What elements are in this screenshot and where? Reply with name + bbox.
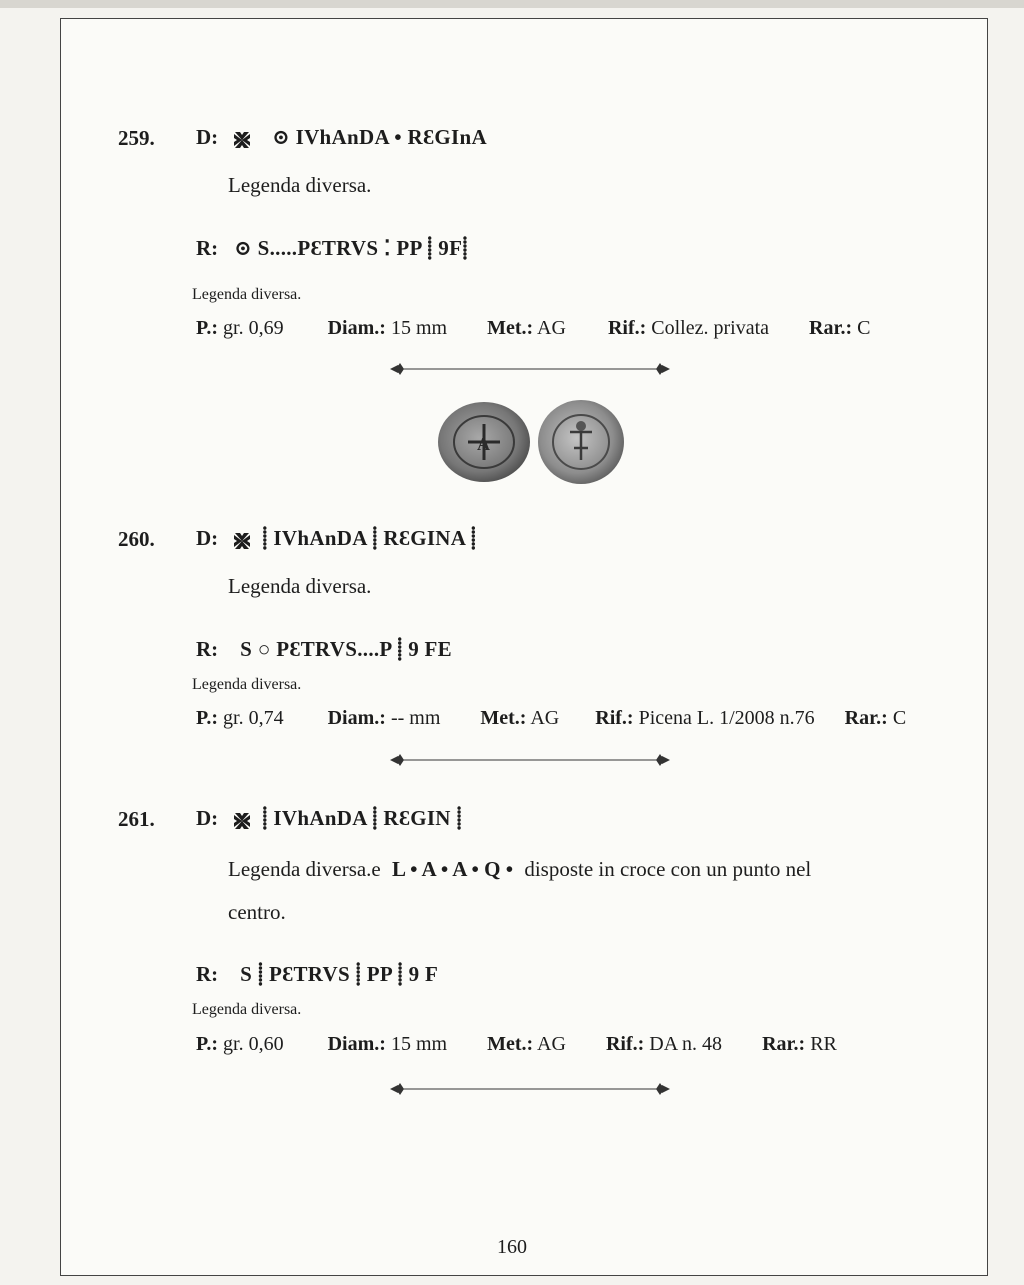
reference-value: DA n. 48: [649, 1033, 723, 1055]
fleuron-divider-icon: [388, 362, 672, 376]
reverse-legend-line: [196, 635, 452, 663]
reverse-note: Legenda diversa.: [192, 676, 302, 693]
diameter-value: 15 mm: [390, 317, 448, 339]
obverse-label: D:: [196, 806, 219, 830]
rarity-label: Rar.:: [762, 1033, 806, 1055]
reverse-legend: ⊙ S.....PƐTRVS ⁚ PP ⸽ 9F⸽: [234, 236, 468, 260]
obverse-note: [228, 857, 811, 882]
reference-label: Rif.:: [595, 707, 634, 729]
weight-value: gr. 0,60: [223, 1033, 284, 1055]
rarity-label: Rar.:: [809, 317, 853, 339]
weight-value: gr. 0,74: [223, 707, 284, 729]
coin-photo-obverse: [436, 400, 532, 484]
reverse-label: R:: [196, 637, 219, 661]
metal-value: AG: [537, 317, 566, 339]
weight-value: gr. 0,69: [223, 317, 284, 339]
diameter-label: Diam.:: [327, 707, 386, 729]
diameter-label: Diam.:: [327, 317, 386, 339]
fleuron-divider-icon: [388, 753, 672, 767]
reverse-note: Legenda diversa.: [192, 286, 302, 303]
obverse-note-line2: centro.: [228, 900, 286, 924]
cross-pattee-icon: [230, 129, 254, 151]
obverse-legend-line: [196, 524, 476, 552]
coin-photo-reverse: [536, 398, 626, 486]
cross-pattee-icon: [230, 530, 254, 552]
reverse-legend-line: [196, 960, 438, 988]
reverse-legend-line: [196, 234, 468, 262]
diameter-value: 15 mm: [390, 1033, 448, 1055]
obverse-legend-line: [196, 804, 462, 832]
coin-specs: [196, 1033, 837, 1056]
coin-specs: [196, 707, 906, 730]
svg-text:A: A: [477, 434, 490, 454]
obverse-legend: ⸽ IVhAnDA ⸽ RƐGINA ⸽: [262, 526, 477, 550]
entry-number: 260.: [118, 527, 155, 551]
reference-value: Picena L. 1/2008 n.76: [638, 707, 815, 729]
weight-label: P.:: [196, 707, 219, 729]
obverse-note-start: Legenda diversa.e: [228, 857, 381, 881]
obverse-note-end: disposte in croce con un punto nel: [524, 857, 812, 881]
reference-label: Rif.:: [607, 317, 647, 339]
rarity-value: C: [857, 317, 871, 339]
reference-value: Collez. privata: [651, 317, 769, 339]
reverse-legend: S ⸽ PƐTRVS ⸽ PP ⸽ 9 F: [240, 962, 439, 986]
obverse-legend: ⊙ IVhAnDA • RƐGInA: [272, 125, 487, 149]
entry-number: 261.: [118, 807, 155, 831]
reference-label: Rif.:: [605, 1033, 645, 1055]
reverse-legend: S ○ PƐTRVS....P ⸽ 9 FE: [240, 637, 452, 661]
scan-edge: [0, 0, 1024, 8]
metal-label: Met.:: [487, 1033, 534, 1055]
rarity-label: Rar.:: [844, 707, 888, 729]
coin-specs: [196, 317, 871, 340]
page-number: 160: [497, 1236, 527, 1258]
reverse-label: R:: [196, 962, 219, 986]
obverse-label: D:: [196, 125, 219, 149]
obverse-note: Legenda diversa.: [228, 574, 372, 598]
metal-label: Met.:: [480, 707, 527, 729]
metal-value: AG: [530, 707, 560, 729]
weight-label: P.:: [196, 317, 219, 339]
metal-label: Met.:: [487, 317, 534, 339]
weight-label: P.:: [196, 1033, 219, 1055]
rarity-value: C: [892, 707, 907, 729]
obverse-legend: ⸽ IVhAnDA ⸽ RƐGIN ⸽: [262, 806, 463, 830]
cross-pattee-icon: [230, 810, 254, 832]
obverse-note: Legenda diversa.: [228, 173, 372, 197]
diameter-value: -- mm: [390, 707, 441, 729]
reverse-note: Legenda diversa.: [192, 1001, 302, 1018]
reverse-label: R:: [196, 236, 219, 260]
diameter-label: Diam.:: [327, 1033, 386, 1055]
fleuron-divider-icon: [388, 1082, 672, 1096]
obverse-legend-line: [196, 124, 487, 151]
entry-number: 259.: [118, 126, 155, 150]
rarity-value: RR: [810, 1033, 837, 1055]
obverse-label: D:: [196, 526, 219, 550]
metal-value: AG: [537, 1033, 566, 1055]
obverse-note-letters: L • A • A • Q •: [392, 857, 514, 881]
